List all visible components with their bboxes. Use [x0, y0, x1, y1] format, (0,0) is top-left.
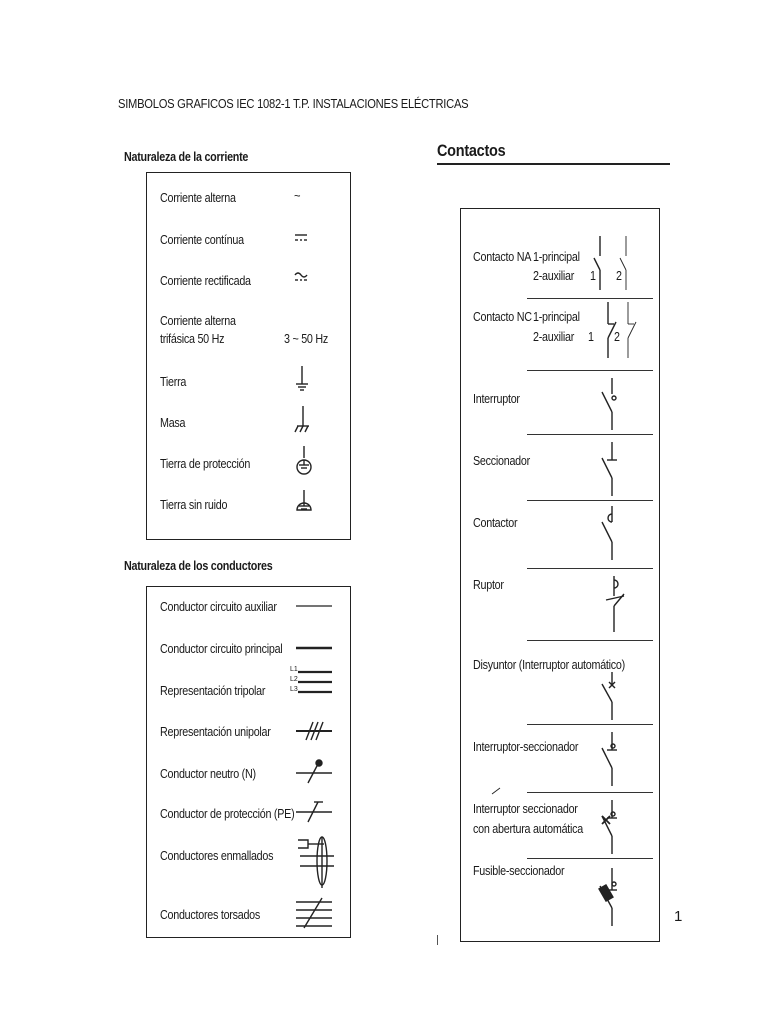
alterna-symbol: ~: [294, 188, 301, 203]
masa-label: Masa: [160, 416, 186, 430]
torsados-label: Conductores torsados: [160, 908, 261, 922]
neutro-icon: [296, 758, 334, 784]
tierra-sin-ruido-icon: [294, 490, 314, 520]
contacto-nc-icon: [600, 302, 640, 360]
rectificada-icon: [294, 270, 308, 284]
masa-icon: [294, 406, 312, 436]
trifasica-label-1: Corriente alterna: [160, 314, 236, 328]
conductor-auxiliar-label: Conductor circuito auxiliar: [160, 600, 277, 614]
neutro-label: Conductor neutro (N): [160, 767, 256, 781]
interruptor-seccionador-icon: [598, 732, 622, 788]
contacto-na-icon: [594, 236, 634, 292]
seccionador-label: Seccionador: [473, 454, 530, 468]
seccionador-icon: [598, 442, 622, 498]
ruptor-icon: [600, 576, 630, 634]
tick-mark: [437, 935, 438, 945]
contacto-nc-label: Contacto NC: [473, 310, 532, 324]
enmallados-icon: [294, 832, 338, 892]
page-number: 1: [674, 908, 683, 925]
torsados-icon: [296, 896, 334, 930]
contactos-underline: [437, 163, 670, 165]
tierra-proteccion-label: Tierra de protección: [160, 457, 251, 471]
trifasica-symbol: 3 ~ 50 Hz: [284, 332, 328, 346]
divider: [527, 724, 653, 725]
corriente-continua-label: Corriente contínua: [160, 233, 244, 247]
fusible-seccionador-icon: [594, 868, 624, 928]
section-title-corriente: Naturaleza de la corriente: [124, 150, 249, 164]
corriente-box: [146, 172, 351, 540]
section-title-contactos: Contactos: [437, 141, 506, 160]
divider: [527, 434, 653, 435]
contacto-na-sub2: 2-auxiliar: [533, 269, 575, 283]
contactor-icon: [598, 506, 622, 562]
disyuntor-label: Disyuntor (Interruptor automático): [473, 658, 625, 672]
disyuntor-icon: [598, 672, 622, 722]
divider: [527, 298, 653, 299]
contacto-nc-n1: 1: [588, 330, 594, 344]
fusible-seccionador-label: Fusible-seccionador: [473, 864, 565, 878]
section-title-conductores: Naturaleza de los conductores: [124, 559, 273, 573]
continua-icon: [294, 232, 308, 244]
divider: [527, 500, 653, 501]
unipolar-icon: [296, 720, 334, 742]
contacto-na-n1: 1: [590, 269, 596, 283]
tierra-icon: [294, 366, 310, 394]
interruptor-apertura-label-2: con abertura automática: [473, 822, 583, 836]
divider: [527, 370, 653, 371]
conductor-principal-icon: [296, 642, 334, 654]
corriente-rectificada-label: Corriente rectificada: [160, 274, 251, 288]
contacto-na-sub1: 1-principal: [533, 250, 580, 264]
divider: [527, 640, 653, 641]
contacto-nc-sub1: 1-principal: [533, 310, 580, 324]
tierra-proteccion-icon: [294, 446, 314, 480]
divider: [527, 858, 653, 859]
proteccion-pe-icon: [296, 798, 334, 824]
tripolar-l1: L1: [290, 666, 298, 673]
contacto-na-n2: 2: [616, 269, 622, 283]
corriente-alterna-label: Corriente alterna: [160, 191, 236, 205]
enmallados-label: Conductores enmallados: [160, 849, 274, 863]
tripolar-label: Representación tripolar: [160, 684, 266, 698]
page-header: SIMBOLOS GRAFICOS IEC 1082-1 T.P. INSTALACIONES ELÉCTRICAS: [118, 96, 469, 111]
unipolar-label: Representación unipolar: [160, 725, 271, 739]
tripolar-icon: [298, 668, 334, 698]
interruptor-apertura-icon: [596, 800, 624, 856]
interruptor-seccionador-label: Interruptor-seccionador: [473, 740, 579, 754]
interruptor-icon: [598, 378, 622, 432]
tripolar-l2: L2: [290, 676, 298, 683]
tierra-sin-ruido-label: Tierra sin ruido: [160, 498, 228, 512]
contacto-nc-n2: 2: [614, 330, 620, 344]
divider: [527, 568, 653, 569]
contacto-na-label: Contacto NA: [473, 250, 532, 264]
divider: [527, 792, 653, 793]
trifasica-label-2: trifásica 50 Hz: [160, 332, 225, 346]
tripolar-l3: L3: [290, 686, 298, 693]
interruptor-apertura-label-1: Interruptor seccionador: [473, 802, 578, 816]
conductor-principal-label: Conductor circuito principal: [160, 642, 283, 656]
proteccion-pe-label: Conductor de protección (PE): [160, 807, 295, 821]
contacto-nc-sub2: 2-auxiliar: [533, 330, 575, 344]
contactor-label: Contactor: [473, 516, 518, 530]
interruptor-label: Interruptor: [473, 392, 520, 406]
conductor-auxiliar-icon: [296, 600, 334, 612]
ruptor-label: Ruptor: [473, 578, 504, 592]
tierra-label: Tierra: [160, 375, 187, 389]
stray-mark: [491, 786, 503, 796]
